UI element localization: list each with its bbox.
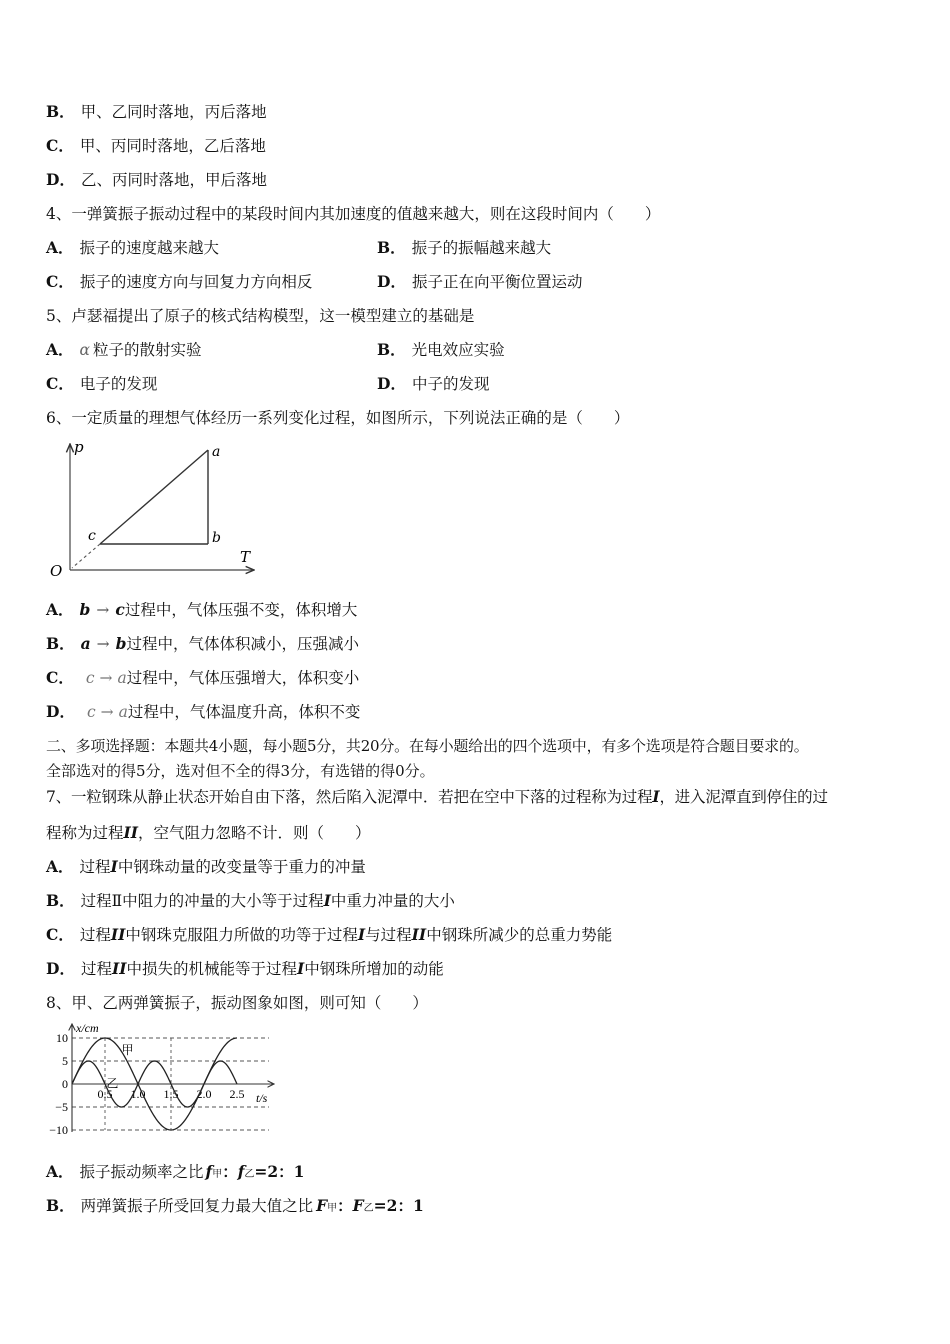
subscript: 甲 — [327, 1203, 338, 1214]
roman-ii: II — [110, 925, 126, 944]
q4-option-a — [46, 238, 219, 258]
subscript: 乙 — [363, 1203, 374, 1214]
option-text: 过程Ⅱ中阻力的冲量的大小等于过程 — [80, 892, 324, 910]
q5-option-b — [377, 340, 505, 360]
separator: ： — [222, 1162, 238, 1181]
x-tick-label: 0.5 — [97, 1087, 113, 1101]
point-c-label: c — [88, 528, 96, 544]
q4-option-b — [377, 238, 551, 258]
q6-stem: 6、一定质量的理想气体经历一系列变化过程，如图所示，下列说法正确的是（ ） — [46, 409, 630, 427]
x-tick-label: 2.5 — [229, 1087, 245, 1101]
y-tick-label: 5 — [62, 1054, 68, 1068]
q8-vibration-chart — [44, 1020, 284, 1138]
option-text: 中损失的机械能等于过程 — [126, 960, 297, 978]
option-text: 过程 — [80, 960, 112, 978]
arrow-icon: → — [96, 635, 110, 653]
option-letter: B． — [377, 238, 406, 257]
option-text: 中钢珠克服阻力所做的功等于过程 — [125, 926, 358, 944]
option-text: 与过程 — [365, 926, 412, 944]
option-text: 甲、丙同时落地，乙后落地 — [79, 137, 266, 155]
option-letter: C． — [46, 272, 74, 291]
option-letter: D． — [46, 959, 75, 978]
stem-text: ，空气阻力忽略不计．则（ ） — [138, 824, 371, 842]
option-text: 振子的速度方向与回复力方向相反 — [79, 273, 313, 291]
q8-option-b — [46, 1196, 424, 1219]
option-text: 振子正在向平衡位置运动 — [411, 273, 583, 291]
t-axis-label: T — [240, 548, 251, 566]
x-tick-label: 2.0 — [196, 1087, 212, 1101]
roman-i: I — [357, 925, 366, 944]
symbol-f: F — [316, 1196, 328, 1215]
option-letter: A． — [46, 857, 74, 876]
option-letter: B． — [46, 102, 75, 121]
q4-option-d — [377, 272, 582, 292]
subscript: 甲 — [212, 1169, 223, 1180]
option-letter: C． — [46, 374, 74, 393]
option-text: 振子的振幅越来越大 — [411, 239, 552, 257]
q7-stem-line1 — [46, 787, 828, 807]
q4-stem: 4、一弹簧振子振动过程中的某段时间内其加速度的值越来越大，则在这段时间内（ ） — [46, 205, 661, 223]
option-letter: A． — [46, 1162, 74, 1181]
arrow-icon: → — [96, 601, 110, 619]
y-tick-label: −5 — [55, 1100, 68, 1114]
ratio: =2：1 — [254, 1162, 305, 1181]
symbol-f: f — [237, 1162, 245, 1181]
symbol-f: F — [352, 1196, 364, 1215]
option-text: 过程中，气体压强不变，体积增大 — [124, 601, 358, 619]
q6-option-b — [46, 634, 359, 654]
option-letter: C． — [46, 668, 74, 687]
subscript: 乙 — [244, 1169, 255, 1180]
ratio: =2：1 — [373, 1196, 424, 1215]
q4-option-c — [46, 272, 312, 292]
option-letter: A． — [46, 600, 74, 619]
point-b-label: b — [212, 530, 221, 546]
option-letter: B． — [46, 1196, 75, 1215]
section2-heading-line1: 二、多项选择题：本题共4小题，每小题5分，共20分。在每小题给出的四个选项中，有多个选项是符合题目要求的。 — [46, 737, 809, 755]
option-text: 甲、乙同时落地，丙后落地 — [80, 103, 267, 121]
q3-option-d — [46, 170, 267, 190]
symbol-f: f — [205, 1162, 213, 1181]
option-text: 振子振动频率之比 — [79, 1163, 204, 1181]
series-label-yi: 乙 — [106, 1076, 119, 1091]
state-to: a — [118, 703, 128, 721]
roman-i: I — [110, 857, 118, 876]
q7-option-d — [46, 959, 444, 979]
option-text: 过程 — [79, 926, 111, 944]
q3-option-b — [46, 102, 267, 122]
option-text: 粒子的散射实验 — [93, 341, 202, 359]
q5-option-c — [46, 374, 157, 394]
q6-option-d — [46, 702, 360, 722]
option-text: 过程 — [79, 858, 111, 876]
state-from: c — [86, 703, 96, 721]
option-text: 中子的发现 — [411, 375, 490, 393]
y-axis-label: x/cm — [76, 1021, 99, 1035]
option-letter: D． — [46, 702, 75, 721]
q5-option-a — [46, 340, 202, 360]
state-to: b — [115, 634, 127, 653]
option-letter: D． — [377, 374, 406, 393]
roman-ii: II — [411, 925, 427, 944]
state-from: c — [85, 669, 95, 687]
option-letter: A． — [46, 340, 74, 359]
option-text: 电子的发现 — [79, 375, 158, 393]
state-from: a — [80, 634, 91, 653]
roman-i: I — [297, 959, 305, 978]
q5-stem: 5、卢瑟福提出了原子的核式结构模型，这一模型建立的基础是 — [46, 307, 475, 325]
option-text: 两弹簧振子所受回复力最大值之比 — [80, 1197, 314, 1215]
stem-text: 程称为过程 — [46, 824, 124, 842]
arrow-icon: → — [100, 703, 114, 721]
q7-stem-line2 — [46, 823, 371, 843]
section2-heading-line2: 全部选对的得5分，选对但不全的得3分，有选错的得0分。 — [46, 762, 435, 780]
q5-option-d — [377, 374, 489, 394]
option-text: 振子的速度越来越大 — [79, 239, 220, 257]
option-text: 光电效应实验 — [411, 341, 505, 359]
x-tick-label: 1.5 — [163, 1087, 179, 1101]
dashed-extension — [72, 544, 100, 568]
state-to: c — [115, 600, 125, 619]
option-text: 过程中，气体体积减小，压强减小 — [126, 635, 360, 653]
option-letter: B． — [46, 634, 75, 653]
option-text: 中重力冲量的大小 — [330, 892, 455, 910]
option-letter: D． — [46, 170, 75, 189]
x-tick-label: 1.0 — [130, 1087, 146, 1101]
q8-option-a — [46, 1162, 304, 1185]
option-text: 过程中，气体压强增大，体积变小 — [126, 669, 360, 687]
point-a-label: a — [212, 444, 221, 460]
option-text: 中钢珠所减少的总重力势能 — [426, 926, 613, 944]
option-letter: B． — [46, 891, 75, 910]
roman-ii: II — [123, 823, 139, 842]
line-ca — [100, 450, 208, 544]
stem-text: ，进入泥潭直到停住的过 — [659, 788, 828, 806]
option-text: 过程中，气体温度升高，体积不变 — [127, 703, 361, 721]
q6-pt-diagram — [44, 436, 264, 581]
option-letter: B． — [377, 340, 406, 359]
state-to: a — [117, 669, 127, 687]
option-text: 中钢珠动量的改变量等于重力的冲量 — [117, 858, 366, 876]
y-tick-label: 0 — [62, 1077, 68, 1091]
stem-text: 7、一粒钢珠从静止状态开始自由下落，然后陷入泥潭中．若把在空中下落的过程称为过程 — [46, 788, 653, 806]
separator: ： — [337, 1196, 353, 1215]
q7-option-a — [46, 857, 366, 877]
x-axis-label: t/s — [256, 1091, 268, 1105]
state-from: b — [79, 600, 91, 619]
option-letter: C． — [46, 925, 74, 944]
q7-option-c — [46, 925, 612, 945]
p-axis-label: p — [74, 438, 84, 456]
y-tick-label: −10 — [49, 1123, 68, 1137]
q8-stem: 8、甲、乙两弹簧振子，振动图象如图，则可知（ ） — [46, 994, 428, 1012]
roman-i: I — [323, 891, 331, 910]
option-letter: C． — [46, 136, 74, 155]
y-tick-label: 10 — [56, 1031, 68, 1045]
q7-option-b — [46, 891, 455, 911]
roman-ii: II — [111, 959, 127, 978]
series-label-jia: 甲 — [121, 1043, 134, 1058]
q3-option-c — [46, 136, 266, 156]
q6-option-c — [46, 668, 359, 688]
option-letter: A． — [46, 238, 74, 257]
q6-option-a — [46, 600, 357, 620]
origin-label: O — [50, 562, 63, 580]
option-text: 中钢珠所增加的动能 — [304, 960, 444, 978]
arrow-icon: → — [99, 669, 113, 687]
option-text: 乙、丙同时落地，甲后落地 — [80, 171, 267, 189]
roman-i: I — [652, 787, 660, 806]
alpha-symbol: α — [79, 341, 90, 359]
option-letter: D． — [377, 272, 406, 291]
